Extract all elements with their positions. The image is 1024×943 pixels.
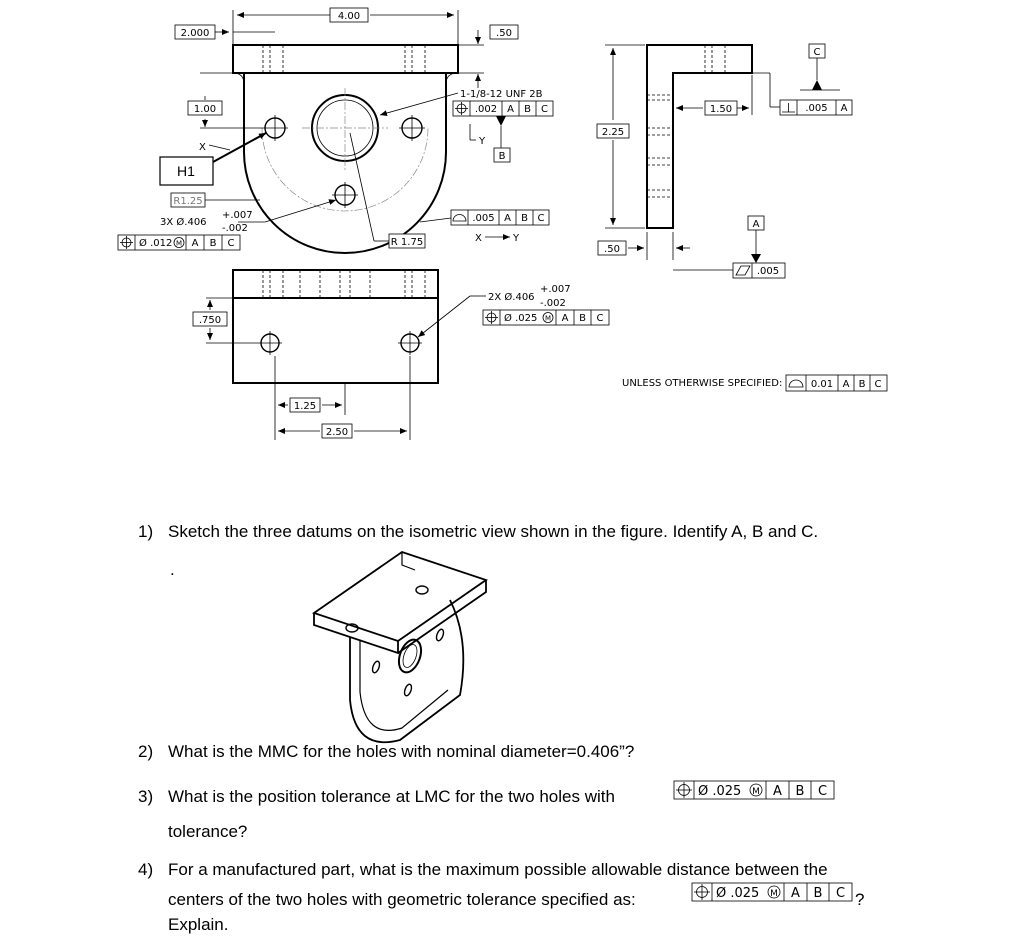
svg-text:A: A — [791, 886, 800, 901]
side-view — [597, 44, 852, 278]
dim-radius-large: R 1.75 — [390, 237, 424, 248]
dim-flange-offset: 2.000 — [180, 28, 210, 39]
svg-text:A: A — [842, 379, 850, 390]
svg-text:Ø .012: Ø .012 — [139, 238, 173, 249]
holes3-callout: 3X Ø.406 — [160, 217, 207, 228]
svg-text:C: C — [541, 104, 548, 115]
datum-b: B — [498, 151, 506, 162]
svg-text:B: B — [209, 238, 217, 249]
q3-text-continued: tolerance? — [168, 822, 248, 841]
axis-x-bottom: X — [475, 233, 482, 244]
svg-text:0.01: 0.01 — [810, 379, 834, 390]
q3-text: What is the position tolerance at LMC for the two holes with — [168, 787, 615, 806]
svg-text:B: B — [579, 313, 586, 324]
thread-fcf — [453, 101, 553, 116]
svg-text:M: M — [770, 889, 778, 899]
svg-text:.005: .005 — [805, 103, 828, 114]
svg-text:C: C — [227, 238, 235, 249]
dim-hole-spacing-2: 2.50 — [325, 427, 349, 438]
dim-bottom: .50 — [604, 244, 620, 255]
front-hole-right — [398, 331, 422, 355]
q1-dot: . — [170, 560, 175, 579]
q4-question-mark: ? — [855, 890, 865, 909]
top-view — [118, 8, 553, 253]
svg-text:B: B — [813, 886, 823, 901]
q2-text: What is the MMC for the holes with nominal diameter=0.406”? — [168, 742, 635, 761]
svg-text:B: B — [795, 784, 805, 799]
q3-number: 3) — [138, 787, 154, 806]
svg-text:C: C — [835, 886, 846, 901]
dim-radius-small: R1.25 — [173, 196, 203, 207]
svg-text:A: A — [840, 103, 848, 114]
q4-line-3: Explain. — [168, 915, 229, 934]
front-plate-outline — [233, 270, 438, 298]
svg-text:M: M — [175, 239, 183, 248]
isometric-part — [314, 552, 486, 742]
dim-side-offset: 1.50 — [709, 104, 733, 115]
datum-c: C — [813, 47, 821, 58]
holes3-fcf — [118, 235, 240, 250]
svg-text:M: M — [544, 314, 552, 323]
dim-plate-thickness: .50 — [496, 28, 512, 39]
q4-line-2: centers of the two holes with geometric tolerance specified as: — [168, 890, 636, 909]
axis-y-top: Y — [479, 136, 486, 147]
holes3-minus: -.002 — [222, 223, 248, 234]
axis-y-bottom: Y — [513, 233, 520, 244]
q4-number: 4) — [138, 860, 154, 879]
hole-right — [399, 115, 425, 141]
front-body-outline — [233, 298, 438, 383]
svg-text:Ø .025: Ø .025 — [698, 784, 742, 799]
dim-center-height: 1.00 — [193, 104, 217, 115]
profile-fcf — [451, 210, 549, 225]
hole-left — [262, 115, 288, 141]
flat-fcf — [733, 263, 785, 278]
dim-top-width: 4.00 — [337, 11, 361, 22]
q4-line-1: For a manufactured part, what is the maximum possible allowable distance between the — [168, 860, 828, 879]
holes2-fcf — [483, 310, 609, 325]
svg-text:A: A — [773, 784, 782, 799]
svg-text:.005: .005 — [472, 213, 495, 224]
svg-text:C: C — [817, 784, 828, 799]
holes2-plus: +.007 — [540, 284, 571, 295]
datum-a: A — [752, 219, 760, 230]
svg-text:B: B — [521, 213, 528, 224]
q4-fcf — [692, 883, 852, 901]
svg-text:A: A — [561, 313, 569, 324]
svg-text:C: C — [596, 313, 604, 324]
svg-text:Ø .025: Ø .025 — [716, 886, 760, 901]
q1-number: 1) — [138, 522, 154, 541]
holes2-callout: 2X Ø.406 — [488, 292, 535, 303]
front-view — [193, 270, 609, 440]
svg-text:Ø .025: Ø .025 — [504, 313, 538, 324]
svg-text:A: A — [507, 104, 514, 115]
svg-text:C: C — [874, 379, 882, 390]
svg-text:B: B — [524, 104, 531, 115]
holes3-plus: +.007 — [222, 210, 253, 221]
dim-hole-spacing-1: 1.25 — [293, 401, 317, 412]
thread-callout: 1-1/8-12 UNF 2B — [460, 89, 543, 100]
h1-label: H1 — [177, 163, 195, 179]
q2-number: 2) — [138, 742, 154, 761]
side-outline — [647, 45, 752, 228]
q1-text: Sketch the three datums on the isometric view shown in the figure. Identify A, B and C. — [168, 522, 819, 541]
svg-text:M: M — [752, 787, 760, 797]
general-fcf — [786, 375, 887, 391]
svg-text:.005: .005 — [756, 266, 780, 277]
hole-bottom — [332, 182, 358, 208]
top-plate-outline — [233, 45, 458, 73]
dim-front-height: .750 — [198, 315, 222, 326]
q3-fcf — [674, 781, 834, 799]
svg-text:.002: .002 — [474, 104, 498, 115]
general-note: UNLESS OTHERWISE SPECIFIED: — [622, 378, 783, 389]
front-hole-left — [258, 331, 282, 355]
dim-height-vertical: 2.25 — [601, 127, 625, 138]
svg-text:A: A — [191, 238, 199, 249]
holes2-minus: -.002 — [540, 298, 566, 309]
axis-x-top: X — [199, 142, 206, 153]
perp-fcf — [780, 100, 852, 115]
svg-text:A: A — [504, 213, 511, 224]
svg-text:C: C — [537, 213, 545, 224]
svg-text:B: B — [858, 379, 866, 390]
